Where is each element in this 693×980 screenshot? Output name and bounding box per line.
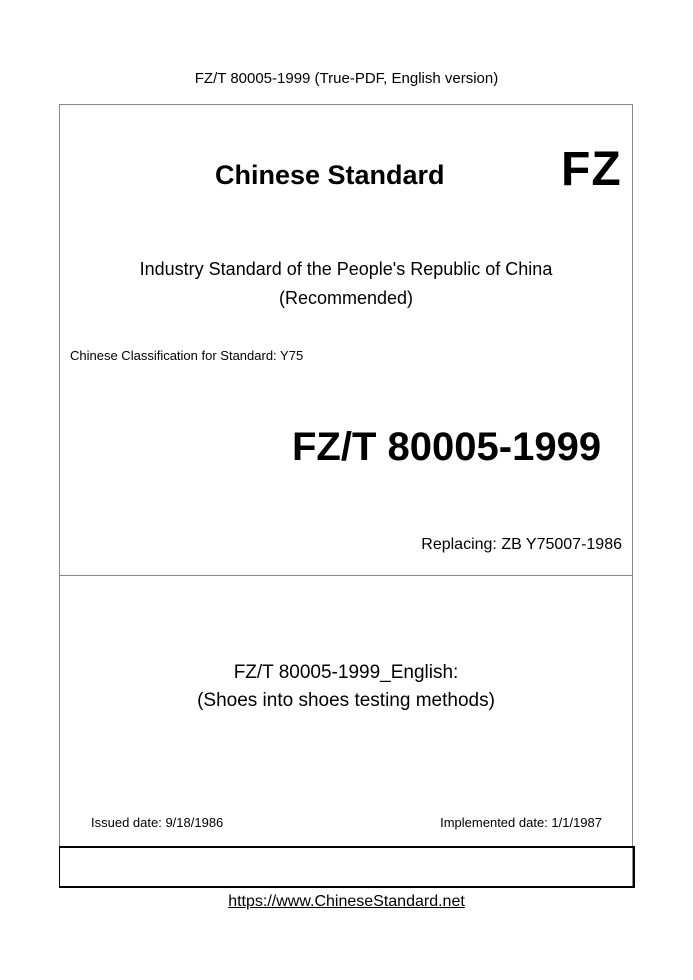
document-name: FZ/T 80005-1999_English: xyxy=(233,662,459,683)
footer-box xyxy=(59,846,635,888)
footer-link-wrapper xyxy=(0,893,693,911)
issued-date: Issued date: 9/18/1986 xyxy=(91,815,224,830)
section-divider xyxy=(59,575,633,576)
standard-mark-logo: FZ xyxy=(561,143,622,196)
page-header-title: FZ/T 80005-1999 (True-PDF, English version) xyxy=(194,70,499,87)
industry-standard-line: Industry Standard of the People's Republic of China xyxy=(139,259,553,279)
website-link[interactable]: https://www.ChineseStandard.net xyxy=(228,893,465,910)
implemented-date: Implemented date: 1/1/1987 xyxy=(440,815,602,830)
cover-frame xyxy=(59,104,633,887)
cover-title: Chinese Standard xyxy=(215,160,445,190)
recommended-label: (Recommended) xyxy=(278,288,414,308)
document-subtitle: (Shoes into shoes testing methods) xyxy=(197,690,495,711)
standard-number: FZ/T 80005-1999 xyxy=(292,425,602,469)
classification-label: Chinese Classification for Standard: Y75 xyxy=(70,348,304,363)
replacing-label: Replacing: ZB Y75007-1986 xyxy=(421,536,622,553)
